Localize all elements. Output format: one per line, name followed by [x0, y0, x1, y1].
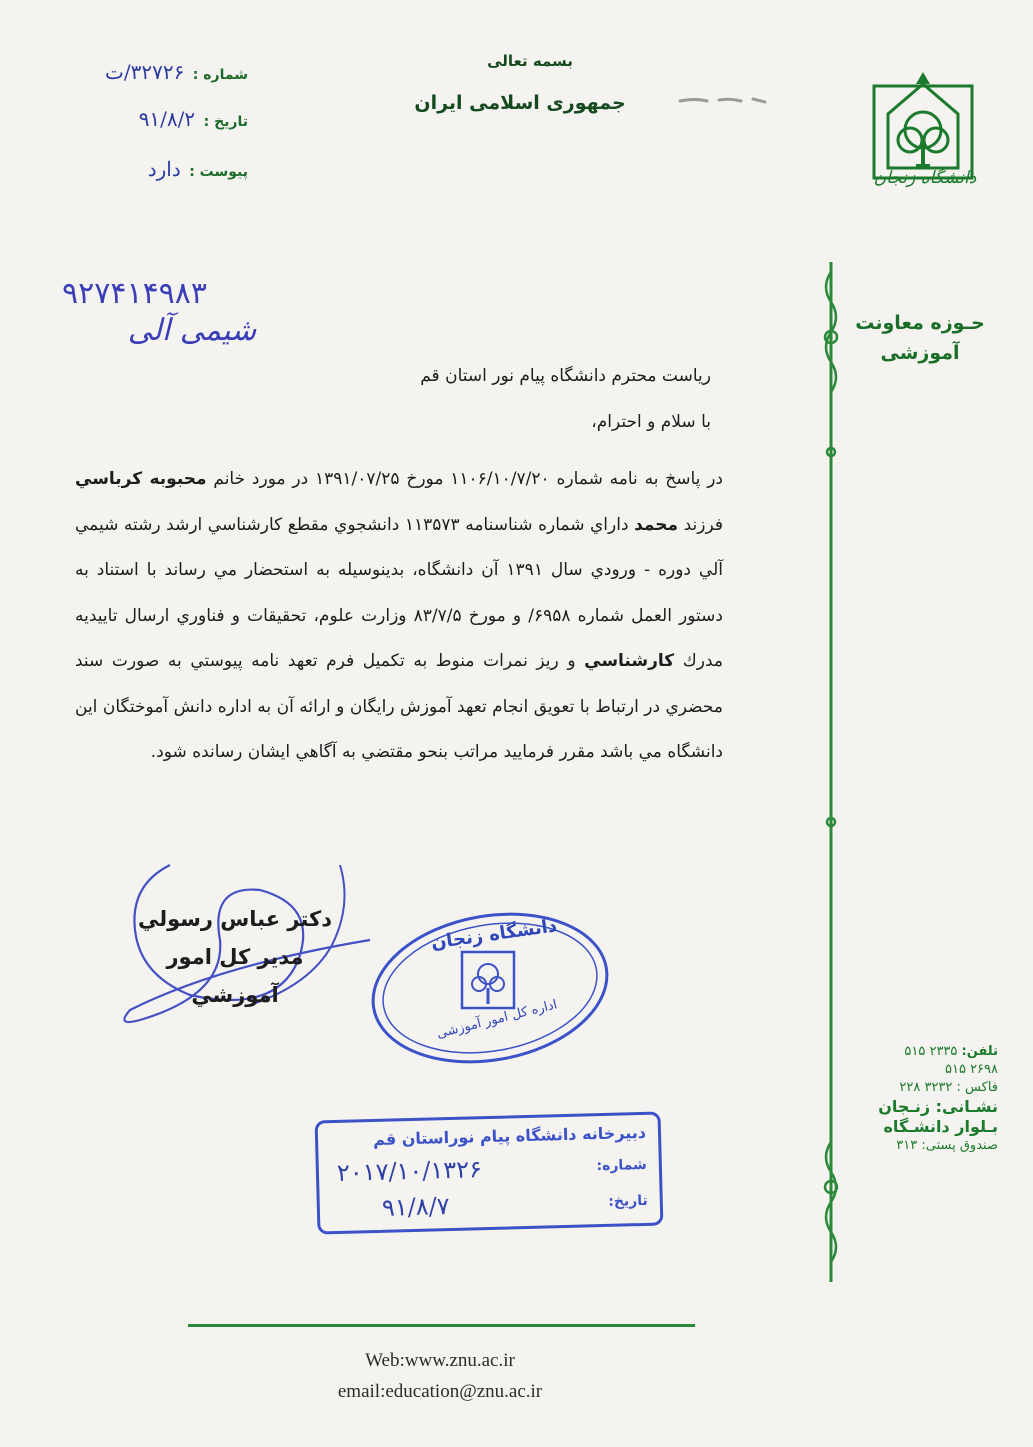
signatory [120, 900, 350, 1014]
secretariat-number-value: ۲۰۱۷/۱۰/۱۳۲۶ [336, 1155, 483, 1187]
footer-divider [188, 1324, 695, 1327]
logo-caption: دانشگاه زنجان [873, 168, 977, 188]
secretariat-number-label: شماره: [596, 1156, 648, 1175]
letter-date-value: ۹۱/۸/۲ [138, 107, 196, 131]
letter-body-segment: داراي شماره شناسنامه ۱۱۳۵۷۳ دانشجوي مقطع كارشناسي ارشد رشته شيمي آلي دوره - ورودي سال ۱۳۹۱ آن دانشگاه، بدينوسيله به استحضار مي رساند با استناد به دستور العمل شماره ۶۹۵۸/ و مورخ ۸۳/۷/۵ وزارت علوم، تحقيقات و فناوري ارسال تاييديه مدرك [75, 514, 723, 671]
round-stamp-subtitle: اداره کل امور آموزشی [435, 997, 559, 1042]
fax-line [848, 1079, 998, 1097]
phone-line [848, 1043, 998, 1061]
letter-greeting: با سلام و احترام، [591, 412, 711, 432]
contact-info [848, 1043, 998, 1155]
fax-label: فاکس : [956, 1080, 998, 1095]
handwritten-note [62, 276, 322, 348]
footer-email[interactable]: email:education@znu.ac.ir [337, 1381, 543, 1402]
department-title-line2: آموزشی [880, 342, 960, 364]
scan-speck-mark [675, 92, 770, 108]
letter-attachment-value: دارد [147, 157, 181, 181]
secretariat-stamp-title: دبیرخانه دانشگاه پیام نوراستان قم [372, 1122, 647, 1150]
father-name: محمد [634, 514, 679, 535]
letter-attachment [148, 157, 248, 181]
secretariat-date-label: تاریخ: [608, 1192, 648, 1210]
footer-website[interactable]: Web:www.znu.ac.ir [365, 1350, 515, 1371]
letter-body-segment: فرزند [678, 514, 723, 535]
handwritten-field: شیمی آلی [127, 313, 257, 348]
republic-heading: جمهوری اسلامی ایران [414, 92, 626, 114]
letter-number-value: ۳۲۷۲۶/ت [105, 60, 185, 84]
letter-body [75, 457, 723, 776]
letter-body-segment: و ريز نمرات منوط به تكميل فرم تعهد نامه پيوستي به صورت سند محضري در ارتباط با تعويق انجام تعهد آموزش رايگان و ارائه آن به اداره دانش آموختگان اين دانشگاه مي باشد مقرر فرماييد مراتب بنحو مقتضي به آگاهي ايشان رسانده شود. [75, 651, 723, 762]
fax-number: ۲۲۸ ۳۲۳۲ [899, 1080, 953, 1095]
letter-number-label: شماره : [192, 67, 248, 83]
phone-label: تلفن: [961, 1044, 998, 1059]
signatory-title: مدير كل امور آموزشي [166, 945, 304, 1007]
student-name: محبوبه كرباسي [75, 469, 207, 489]
phone-number-2: ۵۱۵ ۲۶۹۸ [944, 1062, 998, 1077]
signatory-name: دكتر عباس رسولي [137, 907, 333, 931]
secretariat-stamp [315, 1111, 664, 1234]
letter-body-segment: در پاسخ به نامه شماره ۱۱۰۶/۱۰/۷/۲۰ مورخ ۱۳۹۱/۰۷/۲۵ در مورد خانم [206, 469, 723, 489]
handwritten-student-number: ۹۲۷۴۱۴۹۸۳ [62, 276, 208, 311]
footer [220, 1345, 660, 1407]
university-round-stamp [362, 900, 622, 1075]
phone-line-2 [848, 1061, 998, 1079]
secretariat-date-value: ۹۱/۸/۷ [381, 1192, 450, 1222]
letter-attachment-label: پیوست : [189, 164, 248, 180]
po-box: صندوق پستی: ۳۱۳ [896, 1138, 998, 1153]
letter-recipient: رياست محترم دانشگاه پيام نور استان قم [420, 366, 711, 386]
phone-number-1: ۵۱۵ ۲۳۳۵ [904, 1044, 958, 1059]
bismillah-heading: بسمه تعالی [487, 52, 573, 70]
letter-date [139, 107, 248, 131]
degree-name: كارشناسي [584, 651, 675, 671]
round-stamp-title: دانشگاه زنجان [429, 915, 559, 954]
address-line-2: بـلوار دانشـگاه [883, 1117, 998, 1136]
letter-date-label: تاریخ : [203, 114, 248, 130]
letter-number [105, 60, 248, 84]
address-line-1: نشـانی: زنـجان [878, 1097, 998, 1116]
department-title [845, 308, 995, 368]
department-title-line1: حـوزه معاونت [855, 312, 985, 334]
decorative-divider [820, 262, 842, 1282]
